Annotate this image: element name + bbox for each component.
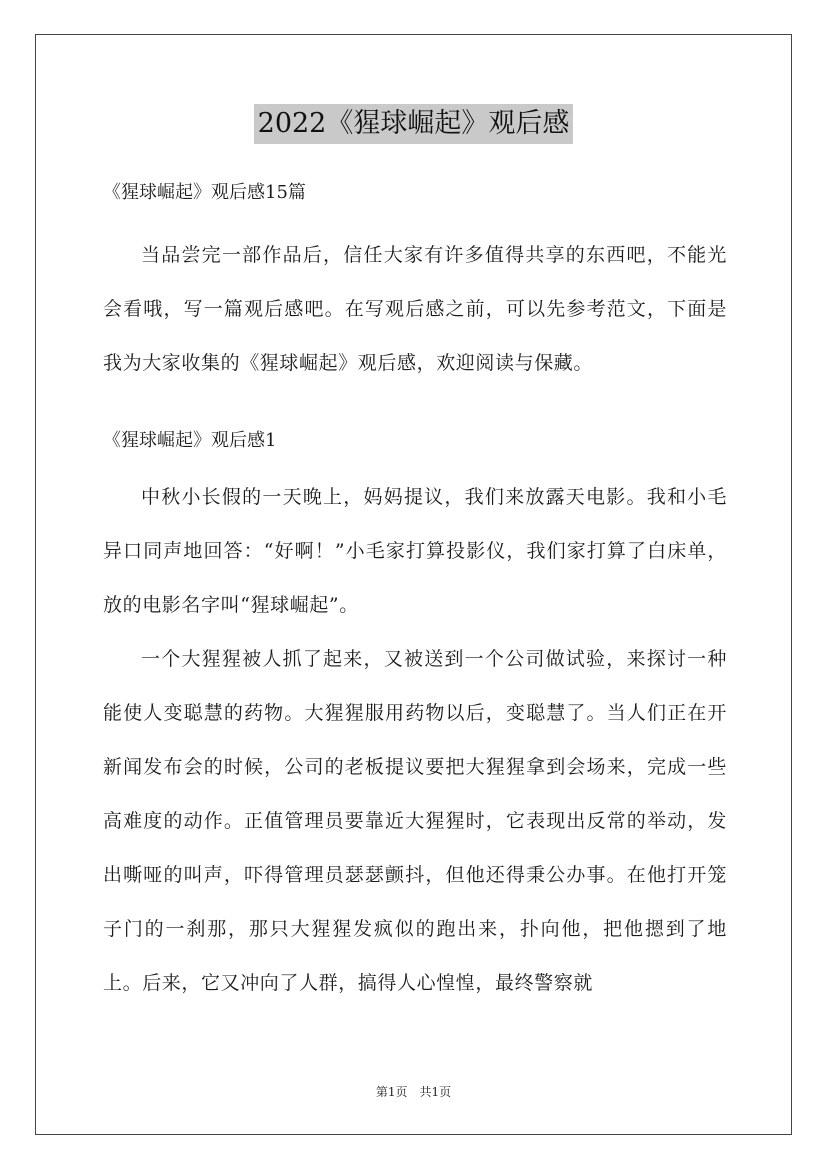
body-paragraph-2: 一个大猩猩被人抓了起来，又被送到一个公司做试验，来探讨一种能使人变聪慧的药物。大猩猩服用药物以后，变聪慧了。当人们正在开新闻发布会的时候，公司的老板提议要把大猩猩拿到会场来，完成一些高难度的动作。正值管理员要靠近大猩猩时，它表现出反常的举动，发出嘶哑的叫声，吓得管理员瑟瑟颤抖，但他还得秉公办事。在他打开笼子门的一刹那，那只大猩猩发疯似的跑出来，扑向他，把他摁到了地上。后来，它又冲向了人群，搞得人心惶惶，最终警察就 — [103, 648, 727, 994]
page-footer — [0, 1083, 827, 1100]
spacer — [103, 216, 727, 228]
body-paragraph-1: 中秋小长假的一天晚上，妈妈提议，我们来放露天电影。我和小毛异口同声地回答：“好啊！”小毛家打算投影仪，我们家打算了白床单，放的电影名字叫“猩球崛起”。 — [103, 486, 727, 616]
section-heading: 《猩球崛起》观后感1 — [103, 430, 277, 451]
document-title: 2022《猩球崛起》观后感 — [254, 104, 574, 144]
page-number: 第1页 共1页 — [375, 1085, 452, 1099]
section-gap — [103, 390, 727, 418]
intro-heading: 《猩球崛起》观后感15篇 — [103, 182, 306, 203]
title-container — [0, 104, 827, 144]
document-body — [103, 170, 727, 1010]
intro-paragraph: 当品尝完一部作品后，信任大家有许多值得共享的东西吧，不能光会看哦，写一篇观后感吧。在写观后感之前，可以先参考范文，下面是我为大家收集的《猩球崛起》观后感，欢迎阅读与保藏。 — [103, 244, 727, 374]
